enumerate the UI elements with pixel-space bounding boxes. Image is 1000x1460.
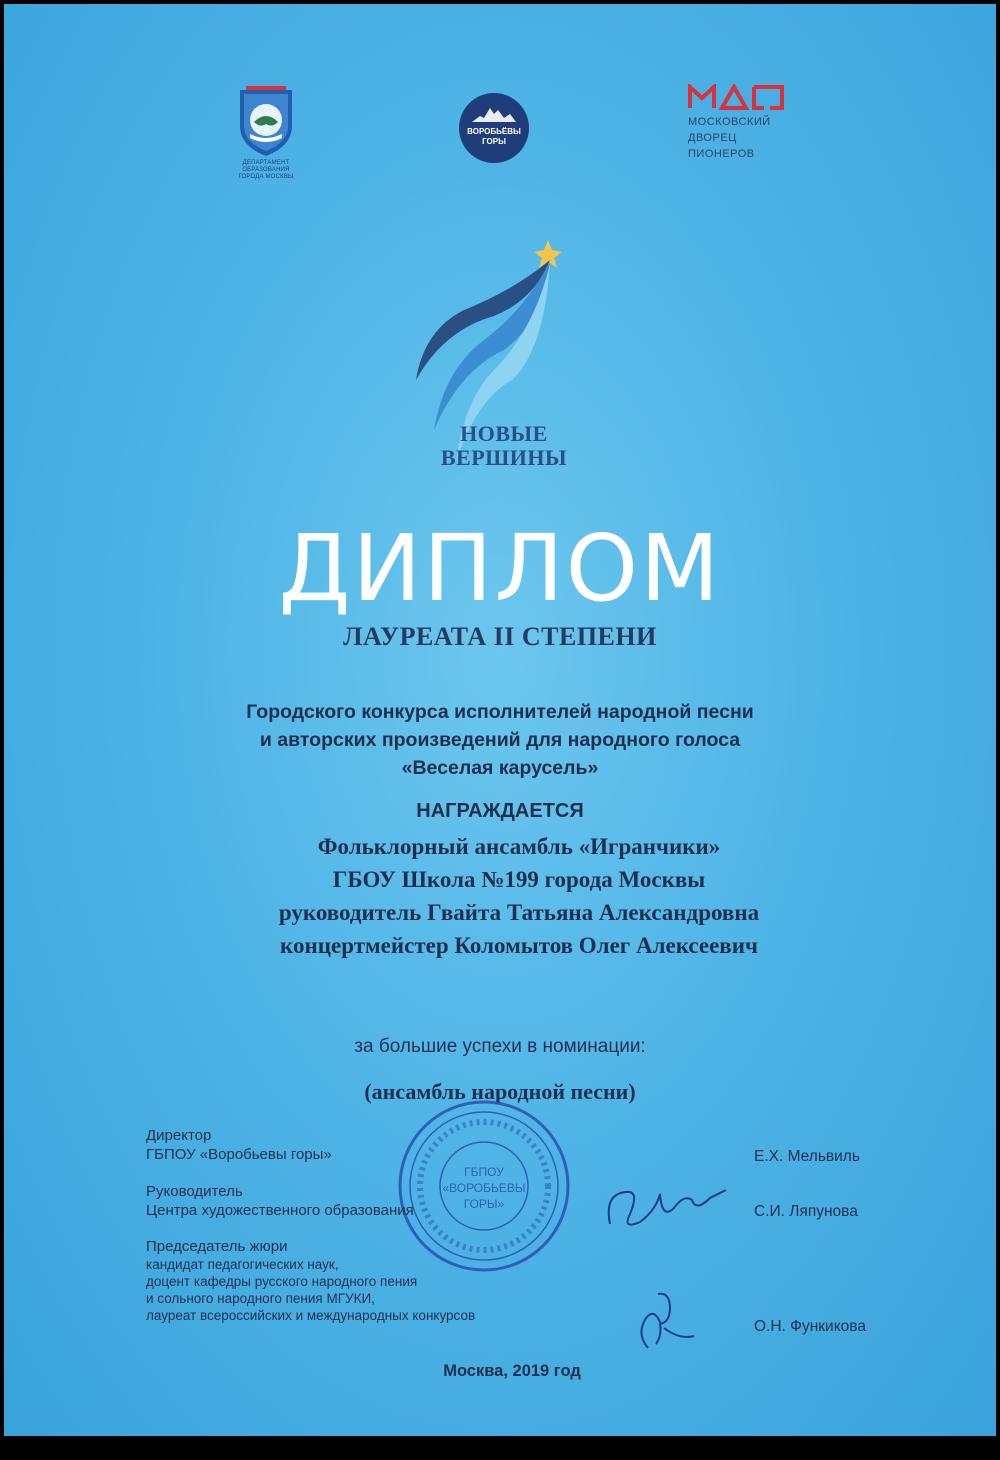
- signatory-name-melvil: Е.Х. Мельвиль: [754, 1148, 860, 1165]
- laureate-degree: ЛАУРЕАТА II СТЕПЕНИ: [343, 622, 657, 651]
- signatory-name-lyapunova: С.И. Ляпунова: [754, 1203, 858, 1220]
- recipient-line: ГБОУ Школа №199 города Москвы: [332, 867, 706, 892]
- mdp-logo: [688, 84, 808, 174]
- brand-line1: НОВЫЕ: [460, 421, 548, 446]
- diploma-title: ДИПЛОМ: [278, 515, 722, 622]
- signatory-director: [146, 1126, 332, 1164]
- signatory-jury-chair: [146, 1237, 475, 1324]
- recipient-line: концертмейстер Коломытов Олег Алексеевич: [280, 933, 758, 958]
- stamp-center-line3: ГОРЫ»: [463, 1197, 505, 1211]
- vg-logo-line1: ВОРОБЬЁВЫ: [467, 127, 521, 136]
- new-heights-title: [404, 422, 604, 470]
- nomination-text: (ансамбль народной песни): [364, 1079, 636, 1104]
- vg-logo-line2: ГОРЫ: [482, 137, 506, 146]
- stamp-center-line2: «ВОРОБЬЕВЫ: [442, 1181, 526, 1195]
- signatory-credential: лауреат всероссийских и международных конкурсов: [146, 1308, 476, 1323]
- contest-line1: Городского конкурса исполнителей народной песни: [246, 701, 754, 723]
- contest-description: [4, 698, 996, 782]
- mdp-line1: МОСКОВСКИЙ: [688, 116, 771, 128]
- dept-education-logo: [226, 80, 306, 184]
- vorobyovy-gory-logo: [458, 92, 530, 164]
- signatory-org: ГБПОУ «Воробьевы горы»: [146, 1146, 332, 1163]
- brand-line2: ВЕРШИНЫ: [440, 445, 568, 470]
- recipient-line: Фольклорный ансамбль «Игранчики»: [317, 834, 721, 859]
- signatory-credential: кандидат педагогических наук,: [146, 1257, 339, 1272]
- recipients-block: [4, 830, 996, 962]
- awarded-label: НАГРАЖДАЕТСЯ: [416, 800, 584, 822]
- signatory-credential: и сольного народного пения МГУКИ,: [146, 1291, 375, 1306]
- mdp-mark-icon: [688, 84, 788, 110]
- signatory-head: [146, 1182, 414, 1220]
- coat-of-arms-icon: [226, 80, 306, 158]
- stamp-center-line1: ГБПОУ: [464, 1165, 504, 1179]
- signatory-org: Центра художественного образования: [146, 1202, 414, 1219]
- for-success-text: за большие успехи в номинации:: [354, 1036, 646, 1057]
- mdp-line2: ДВОРЕЦ: [688, 132, 737, 144]
- recipient-line: руководитель Гвайта Татьяна Александровна: [278, 900, 760, 925]
- signature-melvil-icon: [600, 1164, 730, 1244]
- signatory-role: Руководитель: [146, 1183, 243, 1200]
- mdp-mark-text: МДП: [688, 84, 691, 85]
- signatory-credential: доцент кафедры русского народного пения: [146, 1274, 418, 1289]
- contest-line2: и авторских произведений для народного голоса: [259, 729, 741, 751]
- dept-caption-line: ДЕПАРТАМЕНТ: [242, 160, 290, 166]
- signature-funikova-icon: [630, 1288, 700, 1358]
- dept-caption-line: ОБРАЗОВАНИЯ: [242, 167, 290, 173]
- dept-caption-line: ГОРОДА МОСКВЫ: [238, 174, 294, 180]
- contest-line3: «Веселая карусель»: [401, 757, 599, 779]
- signatory-name-funikova: О.Н. Функикова: [754, 1318, 866, 1335]
- diploma-sheet: [4, 4, 996, 1436]
- mdp-line3: ПИОНЕРОВ: [688, 148, 755, 160]
- signatory-role: Директор: [146, 1127, 212, 1144]
- place-date: Москва, 2019 год: [443, 1362, 581, 1380]
- signatory-role: Председатель жюри: [146, 1238, 288, 1255]
